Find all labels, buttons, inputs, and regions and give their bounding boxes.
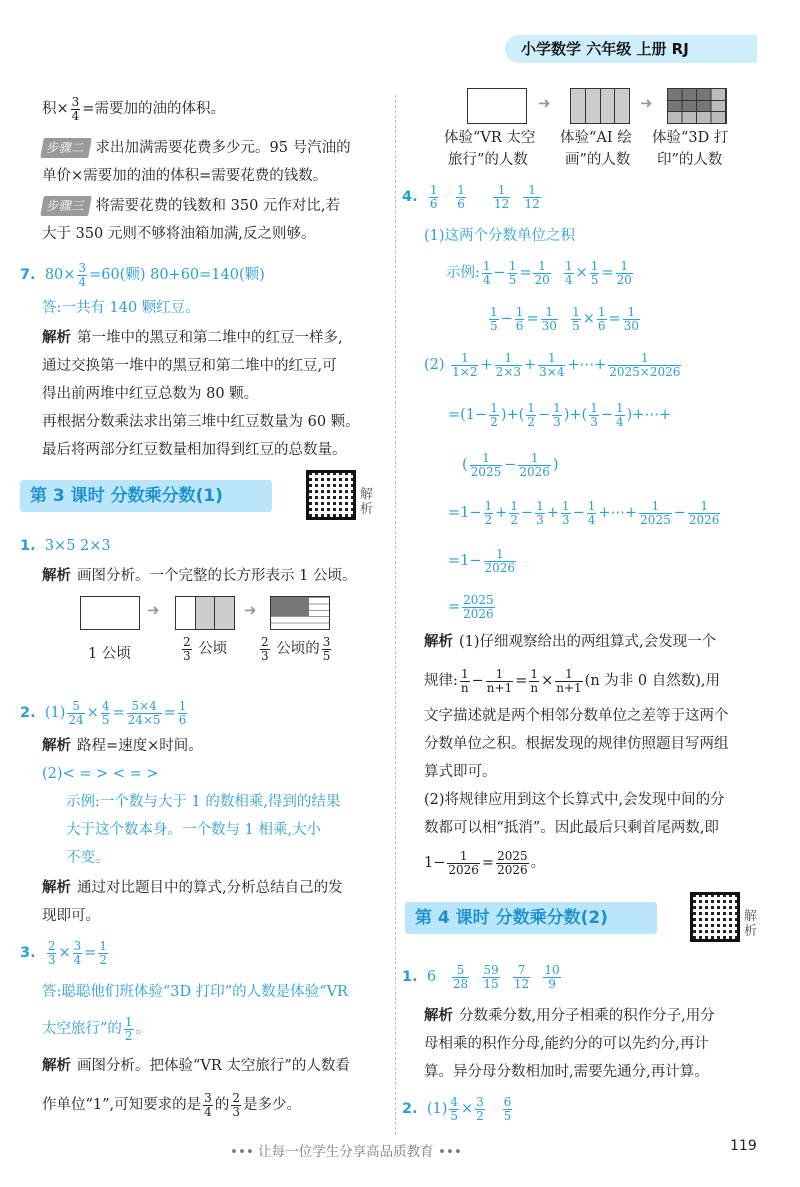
arrow-icon: ➜ [538, 94, 551, 112]
arrow-icon: ➜ [244, 601, 257, 619]
step3: 步骤三 将需要花费的钱数和 350 元作对比,若 [42, 196, 340, 216]
column-divider [395, 95, 396, 1135]
q4-analysis-1: 解析 (1)仔细观察给出的两组算式,会发现一个 [424, 634, 717, 650]
q4-analysis-8: 1− $\frac{1}{2026}$ = $\frac{2025}{2026}$ 。 [424, 849, 546, 877]
l3-q3-answer-2: 太空旅行”的 $\frac{1}{2}$ 。 [42, 1015, 151, 1043]
step3-line2: 大于 350 元则不够将油箱加满,反之则够。 [42, 226, 316, 242]
caption-2: $\frac{2}{3}$ 公顷 [183, 635, 228, 663]
l3-q2-example-1: 示例:一个数与大于 1 的数相乘,得到的结果 [66, 794, 341, 810]
l4-q1-analysis-3: 算。异分母分数相加时,需要先通分,再计算。 [424, 1064, 709, 1080]
cap-3d-2: 印”的人数 [657, 152, 723, 168]
arrow-icon: ➜ [640, 94, 653, 112]
lesson3-banner: 第 3 课时 分数乘分数(1) [20, 480, 272, 512]
qr-code-lesson4[interactable] [690, 892, 740, 942]
page-number: 119 [730, 1138, 757, 1154]
q4-part2-line2: =(1− $\frac{1}{2}$ )+( $\frac{1}{2}$ − $\frac{1}{3}$ )+( $\frac{1}{3}$ − $\frac{1}{4}$ )+⋯+ [448, 401, 672, 429]
footer-slogan: ••• 让每一位学生分享高品质教育 ••• [230, 1144, 462, 1160]
rect-two-thirds [175, 596, 235, 630]
step2-tag: 步骤二 [40, 138, 91, 158]
rect-grid [270, 596, 330, 630]
l3-q2-example-2: 大于这个数本身。一个数与 1 相乘,大小 [66, 822, 322, 838]
l4-q1-analysis-2: 母相乘的积作分母,能约分的可以先约分,再计 [424, 1036, 709, 1052]
q4-part1: (1)这两个分数单位之积 [424, 228, 576, 244]
l3-q2-analysis: 解析 路程=速度×时间。 [42, 738, 203, 754]
q7-answer-formula: 7. 80× $\frac{3}{4}$ =60(颗) 80+60=140(颗) [20, 261, 265, 289]
cap-ai-1: 体验“AI 绘 [560, 130, 632, 146]
step2-line2: 单价×需要加的油的体积=需要花费的钱数。 [42, 168, 328, 184]
l4-q1-analysis-1: 解析 分数乘分数,用分子相乘的积作分子,用分 [424, 1008, 715, 1024]
q4-answer: 4. $\frac{1}{6}$ $\frac{1}{6}$ $\frac{1}{12}$ $\frac{1}{12}$ [402, 183, 540, 211]
l3-q3-analysis: 解析 画图分析。把体验“VR 太空旅行”的人数看 [42, 1058, 350, 1074]
l3-q1-analysis: 解析 画图分析。一个完整的长方形表示 1 公顷。 [42, 568, 357, 584]
rect-3d [667, 88, 727, 124]
l3-q2-answer: 2. (1) $\frac{5}{24}$ × $\frac{4}{5}$ = $\frac{5\times 4}{24\times 5}$ = $\frac{1}{6}$ [20, 699, 187, 727]
q4-part2-line5: =1− $\frac{1}{2026}$ [448, 547, 516, 575]
lesson4-banner: 第 4 课时 分数乘分数(2) [405, 902, 657, 934]
cap-vr-1: 体验“VR 太空 [444, 130, 536, 146]
q4-analysis-7: 数都可以相“抵消”。因此最后只剩首尾两数,即 [424, 820, 719, 836]
rect-vr [467, 88, 527, 124]
l3-q1-answer: 1. 3×5 2×3 [20, 538, 111, 554]
l3-q2-example-3: 不变。 [66, 850, 110, 866]
l3-q3-formula: 3. $\frac{2}{3}$ × $\frac{3}{4}$ = $\frac{1}{2}$ [20, 939, 108, 967]
q4-analysis-2: 规律: $\frac{1}{n}$ − $\frac{1}{n+1}$ = $\frac{1}{n}$ × $\frac{1}{n+1}$ (n 为非 0 自然数),用 [424, 667, 720, 695]
q4-part2-line1: (2) $\frac{1}{1\times 2}$ + $\frac{1}{2\times 3}$ + $\frac{1}{3\times 4}$ +⋯+ $\frac{1}{2025\times 2026}$ [424, 351, 681, 379]
step3-tag: 步骤三 [40, 196, 91, 216]
l4-q2-answer: 2. (1) $\frac{4}{5}$ × $\frac{3}{2}$ $\frac{6}{5}$ [402, 1095, 512, 1123]
q4-analysis-6: (2)将规律应用到这个长算式中,会发现中间的分 [424, 792, 725, 808]
q7-analysis-3: 得出前两堆中红豆总数为 80 颗。 [42, 386, 259, 402]
qr-label-lesson3: 解析 [360, 487, 374, 517]
header-title: 小学数学 六年级 上册 RJ [521, 40, 689, 58]
l3-q3-analysis-2: 作单位“1”,可知要求的是 $\frac{3}{4}$ 的 $\frac{2}{3}$ 是多少。 [42, 1091, 301, 1119]
cap-3d-1: 体验“3D 打 [652, 130, 729, 146]
arrow-icon: ➜ [147, 601, 160, 619]
l3-q2-analysis-2: 解析 通过对比题目中的算式,分析总结自己的发 [42, 880, 343, 896]
q4-analysis-5: 算式即可。 [424, 764, 497, 780]
q7-answer: 答:一共有 140 颗红豆。 [42, 300, 200, 316]
rect-whole [80, 596, 140, 630]
l3-q2-analysis-2b: 现即可。 [42, 908, 100, 924]
q4-part2-line6: = $\frac{2025}{2026}$ [448, 593, 494, 621]
cap-vr-2: 旅行”的人数 [448, 152, 528, 168]
q7-analysis: 解析 第一堆中的黑豆和第二堆中的红豆一样多, [42, 330, 343, 346]
qr-code-lesson3[interactable] [306, 470, 356, 520]
caption-3: $\frac{2}{3}$ 公顷的 $\frac{3}{5}$ [261, 635, 331, 663]
cap-ai-2: 画”的人数 [565, 152, 631, 168]
l4-q1-answer: 1. 6 $\frac{5}{28}$ $\frac{59}{15}$ $\frac{7}{12}$ $\frac{10}{9}$ [402, 963, 560, 991]
q4-analysis-3: 文字描述就是两个相邻分数单位之差等于这两个 [424, 708, 729, 724]
qr-label-lesson4: 解析 [744, 909, 758, 939]
q4-analysis-4: 分数单位之积。根据发现的规律仿照题目写两组 [424, 736, 729, 752]
q4-part2-line3: ( $\frac{1}{2025}$ − $\frac{1}{2026}$ ) [462, 451, 559, 479]
l3-q3-answer-1: 答:聪聪他们班体验“3D 打印”的人数是体验“VR [42, 984, 348, 1000]
q7-analysis-4: 再根据分数乘法求出第三堆中红豆数量为 60 颗。 [42, 414, 360, 430]
q7-analysis-2: 通过交换第一堆中的黑豆和第二堆中的红豆,可 [42, 358, 337, 374]
caption-1: 1 公顷 [88, 646, 131, 662]
rect-ai [570, 88, 630, 124]
q7-analysis-5: 最后将两部分红豆数量相加得到红豆的总数量。 [42, 442, 347, 458]
step2: 步骤二 求出加满需要花费多少元。95 号汽油的 [42, 138, 351, 158]
q4-part2-line4: =1− $\frac{1}{2}$ + $\frac{1}{2}$ − $\frac{1}{3}$ + $\frac{1}{3}$ − $\frac{1}{4}$ +⋯+ $\frac{1}{2025}$ − $\frac{1}{2026}$ [448, 499, 720, 527]
formula-line: 积× $\frac{3}{4}$ =需要加的油的体积。 [42, 95, 225, 123]
q4-example-2: $\frac{1}{5}$ − $\frac{1}{6}$ = $\frac{1}{30}$ $\frac{1}{5}$ × $\frac{1}{6}$ = $\frac{1}{30}$ [490, 305, 639, 333]
header-banner [505, 35, 757, 63]
q4-example-1: 示例: $\frac{1}{4}$ − $\frac{1}{5}$ = $\frac{1}{20}$ $\frac{1}{4}$ × $\frac{1}{5}$ = $\frac{1}{20}$ [446, 259, 632, 287]
l3-q2-part2: (2)< = > < = > [42, 766, 159, 782]
